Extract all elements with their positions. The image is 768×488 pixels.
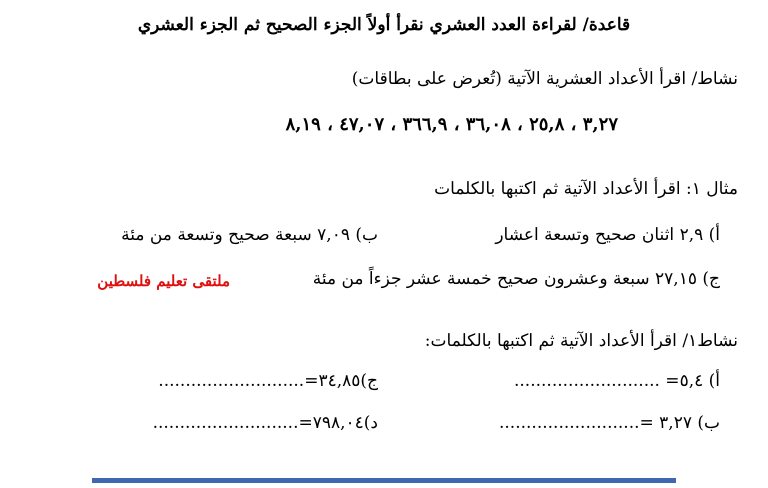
activity1-item-c: ج)٣٤,٨٥=...........................: [158, 371, 378, 391]
rule-heading: قاعدة/ لقراءة العدد العشري نقرأ أولاً الجزء الصحيح ثم الجزء العشري: [137, 15, 631, 35]
activity1-item-d: د)٧٩٨,٠٤=...........................: [152, 413, 378, 433]
activity1-title: نشاط١/ اقرأ الأعداد الآتية ثم اكتبها بالكلمات:: [424, 331, 738, 351]
decimal-numbers-list: ٣,٢٧ ، ٢٥,٨ ، ٣٦,٠٨ ، ٣٦٦,٩ ، ٤٧,٠٧ ، ٨,١٩: [285, 114, 618, 135]
example-item-b: ب) ٧,٠٩ سبعة صحيح وتسعة من مئة: [121, 225, 378, 245]
bottom-divider: [92, 478, 676, 483]
example-item-c: ج) ٢٧,١٥ سبعة وعشرون صحيح خمسة عشر جزءاً من مئة: [312, 269, 720, 289]
example-title: مثال ١: اقرأ الأعداد الآتية ثم اكتبها بالكلمات: [434, 179, 738, 199]
watermark-text: ملتقى تعليم فلسطين: [97, 272, 230, 290]
example-item-a: أ) ٢,٩ اثنان صحيح وتسعة اعشار: [495, 225, 720, 245]
activity-title: نشاط/ اقرأ الأعداد العشرية الآتية (تُعرض على بطاقات): [351, 69, 738, 89]
activity1-item-b: ب) ٣,٢٧ =..........................: [499, 413, 720, 433]
activity1-item-a: أ) ٥,٤= ...........................: [514, 371, 720, 391]
